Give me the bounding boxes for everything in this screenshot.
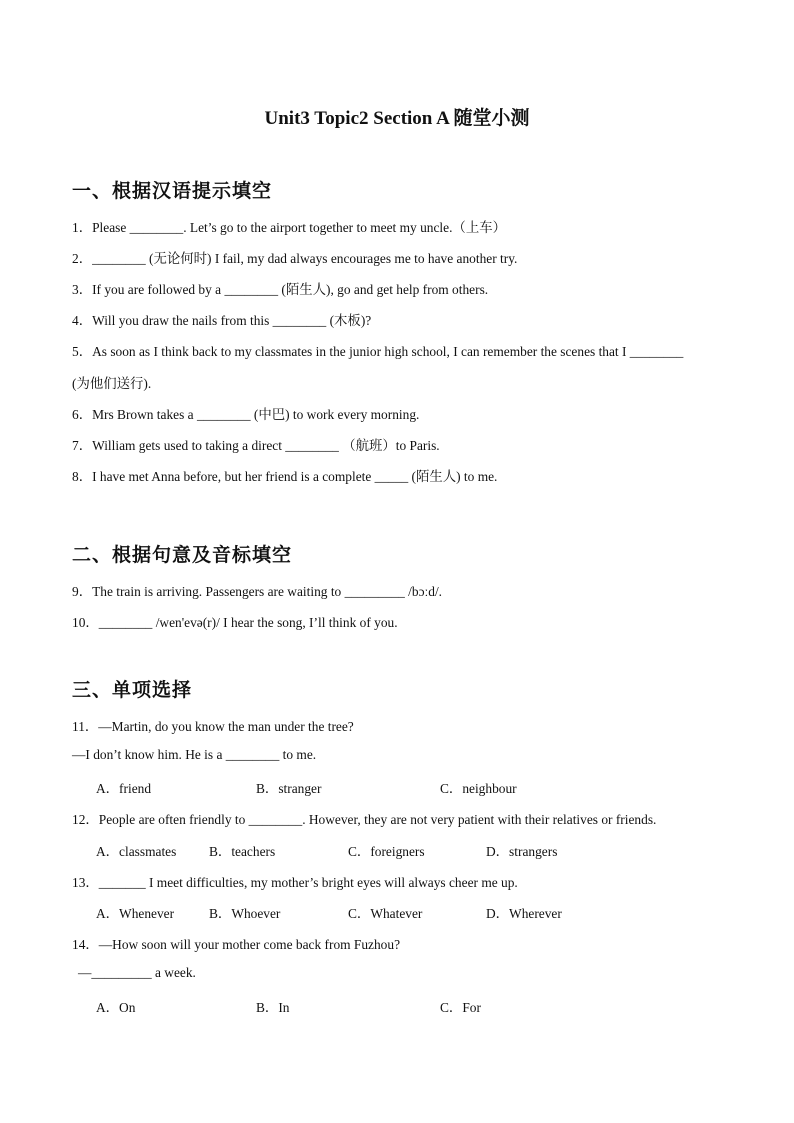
question-9: 9．The train is arriving. Passengers are waiting to _________ /bɔːd/. bbox=[72, 584, 443, 599]
q12-option-a[interactable]: A．classmates bbox=[96, 844, 177, 859]
question-4: 4．Will you draw the nails from this ________ (木板)? bbox=[72, 313, 372, 328]
question-1: 1．Please ________. Let’s go to the airport together to meet my uncle.（上车） bbox=[72, 220, 506, 235]
q14-option-b[interactable]: B．In bbox=[256, 1000, 290, 1015]
question-8: 8．I have met Anna before, but her friend is a complete _____ (陌生人) to me. bbox=[72, 469, 498, 484]
question-12: 12．People are often friendly to ________. However, they are not very patient with their relatives or friends. bbox=[72, 812, 657, 827]
question-10: 10．________ /wen'evə(r)/ I hear the song, I’ll think of you. bbox=[72, 615, 398, 630]
q12-option-b[interactable]: B．teachers bbox=[209, 844, 276, 859]
question-11: 11．—Martin, do you know the man under the tree? bbox=[72, 719, 354, 734]
q11-option-b[interactable]: B．stranger bbox=[256, 781, 322, 796]
q12-option-c[interactable]: C．foreigners bbox=[348, 844, 425, 859]
question-7: 7．William gets used to taking a direct ________ （航班）to Paris. bbox=[72, 438, 440, 453]
question-5: 5．As soon as I think back to my classmates in the junior high school, I can remember the scenes that I ________ bbox=[72, 344, 684, 359]
q13-option-c[interactable]: C．Whatever bbox=[348, 906, 423, 921]
q12-option-d[interactable]: D．strangers bbox=[486, 844, 558, 859]
question-13: 13．_______ I meet difficulties, my mother’s bright eyes will always cheer me up. bbox=[72, 875, 518, 890]
question-3: 3．If you are followed by a ________ (陌生人), go and get help from others. bbox=[72, 282, 489, 297]
question-11-line2: —I don’t know him. He is a ________ to me. bbox=[72, 747, 317, 762]
section-heading-2: 二、根据句意及音标填空 bbox=[72, 544, 293, 566]
section-heading-1: 一、根据汉语提示填空 bbox=[72, 180, 273, 202]
question-14-line2: —_________ a week. bbox=[78, 965, 196, 980]
section-heading-3: 三、单项选择 bbox=[72, 679, 193, 701]
q13-option-b[interactable]: B．Whoever bbox=[209, 906, 281, 921]
q13-option-a[interactable]: A．Whenever bbox=[96, 906, 175, 921]
question-5-cont: (为他们送行). bbox=[72, 376, 152, 391]
q11-option-a[interactable]: A．friend bbox=[96, 781, 152, 796]
page-title: Unit3 Topic2 Section A 随堂小测 bbox=[264, 108, 530, 129]
q14-option-c[interactable]: C．For bbox=[440, 1000, 481, 1015]
q11-option-c[interactable]: C．neighbour bbox=[440, 781, 517, 796]
question-14: 14．—How soon will your mother come back from Fuzhou? bbox=[72, 937, 401, 952]
q13-option-d[interactable]: D．Wherever bbox=[486, 906, 562, 921]
question-6: 6．Mrs Brown takes a ________ (中巴) to work every morning. bbox=[72, 407, 420, 422]
q14-option-a[interactable]: A．On bbox=[96, 1000, 136, 1015]
question-2: 2．________ (无论何时) I fail, my dad always encourages me to have another try. bbox=[72, 251, 518, 266]
